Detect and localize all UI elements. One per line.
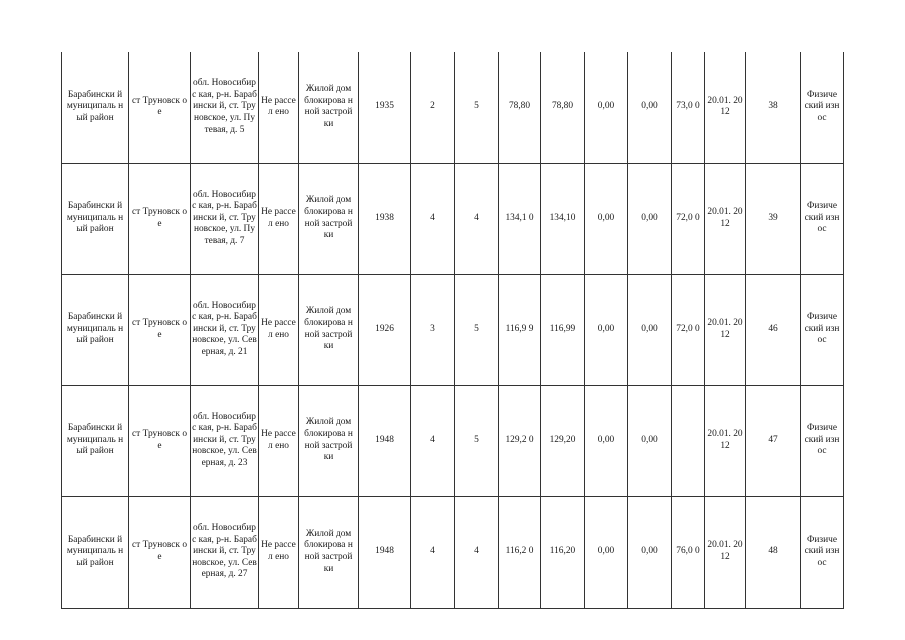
cell-number-text: 39: [768, 212, 778, 223]
cell-wear: [672, 163, 705, 274]
cell-date-text: 20.01. 2012: [707, 95, 743, 118]
cell-reason-text: Физиче ский износ: [804, 534, 840, 568]
cell-date-text: 20.01. 2012: [707, 206, 743, 229]
cell-status: [259, 52, 299, 163]
cell-area-total: [499, 52, 541, 163]
table-row: [62, 385, 844, 496]
cell-number: [746, 163, 801, 274]
cell-district: [62, 496, 129, 608]
cell-floors: [411, 496, 455, 608]
cell-number-text: 46: [768, 323, 778, 334]
cell-date-text: 20.01. 2012: [707, 317, 743, 340]
cell-address-text: обл. Новосибирс кая, р-н. Барабински й, ст. Труновское, ул. Путевая, д. 7: [192, 189, 257, 246]
cell-settlement-text: ст Труновск ое: [131, 206, 188, 229]
cell-settlement: [129, 52, 191, 163]
cell-floors: [411, 163, 455, 274]
cell-area-living-text: 78,80: [551, 101, 574, 112]
cell-area-total: [499, 163, 541, 274]
cell-date: [705, 274, 746, 385]
cell-address: [191, 163, 259, 274]
cell-area-a: [585, 163, 628, 274]
cell-address: [191, 385, 259, 496]
cell-area-living-text: 116,20: [549, 546, 576, 557]
cell-area-b: [628, 163, 672, 274]
cell-reason-text: Физиче ский износ: [804, 423, 840, 457]
cell-year: [359, 274, 411, 385]
cell-area-total-text: 129,2 0: [505, 434, 534, 445]
cell-status: [259, 496, 299, 608]
cell-area-total: [499, 274, 541, 385]
cell-district-text: Барабински й муниципаль ный район: [66, 201, 124, 235]
cell-district-text: Барабински й муниципаль ный район: [66, 312, 124, 346]
cell-apartments-text: 5: [474, 323, 479, 334]
cell-district-text: Барабински й муниципаль ный район: [66, 534, 124, 568]
cell-area-living: [541, 52, 585, 163]
cell-district-text: Барабински й муниципаль ный район: [66, 423, 124, 457]
cell-wear-text: 76,0 0: [676, 546, 700, 557]
cell-floors: [411, 52, 455, 163]
cell-year-text: 1926: [375, 323, 394, 334]
cell-building-type-text: Жилой дом блокирова нной застройки: [304, 84, 353, 129]
cell-area-living-text: 129,20: [549, 434, 576, 445]
cell-apartments-text: 4: [474, 212, 479, 223]
cell-area-b-text: 0,00: [641, 101, 658, 112]
cell-area-living: [541, 385, 585, 496]
cell-date: [705, 385, 746, 496]
cell-status-text: Не рассел ено: [261, 428, 296, 451]
cell-address: [191, 52, 259, 163]
cell-building-type: [299, 163, 359, 274]
cell-district: [62, 274, 129, 385]
cell-area-b: [628, 496, 672, 608]
cell-area-living-text: 116,99: [549, 323, 576, 334]
cell-reason-text: Физиче ский износ: [804, 201, 840, 235]
cell-wear-text: 72,0 0: [676, 212, 700, 223]
cell-area-total: [499, 385, 541, 496]
cell-wear: [672, 52, 705, 163]
cell-year: [359, 385, 411, 496]
cell-floors-text: 3: [430, 323, 435, 334]
cell-area-a: [585, 274, 628, 385]
cell-floors: [411, 385, 455, 496]
cell-address-text: обл. Новосибирс кая, р-н. Барабински й, ст. Труновское, ул. Северная, д. 23: [192, 411, 257, 468]
cell-number: [746, 52, 801, 163]
cell-address: [191, 496, 259, 608]
cell-reason: [801, 163, 844, 274]
cell-number: [746, 385, 801, 496]
cell-floors: [411, 274, 455, 385]
cell-date: [705, 52, 746, 163]
cell-building-type: [299, 385, 359, 496]
cell-district: [62, 163, 129, 274]
cell-year-text: 1935: [375, 101, 394, 112]
cell-area-total-text: 134,1 0: [505, 212, 534, 223]
cell-area-total-text: 116,2 0: [505, 546, 534, 557]
cell-settlement-text: ст Труновск ое: [131, 540, 188, 562]
cell-wear: [672, 385, 705, 496]
cell-reason: [801, 385, 844, 496]
cell-status-text: Не рассел ено: [261, 95, 296, 118]
cell-area-total: [499, 496, 541, 608]
table-body: [62, 52, 844, 608]
cell-district: [62, 52, 129, 163]
cell-building-type: [299, 274, 359, 385]
cell-year: [359, 496, 411, 608]
cell-year: [359, 52, 411, 163]
cell-year-text: 1948: [375, 434, 394, 445]
cell-number-text: 48: [768, 546, 778, 557]
cell-status-text: Не рассел ено: [261, 206, 296, 229]
cell-floors-text: 2: [430, 101, 435, 112]
cell-area-b: [628, 274, 672, 385]
cell-status: [259, 385, 299, 496]
cell-reason-text: Физиче ский износ: [804, 312, 840, 346]
cell-area-b-text: 0,00: [641, 323, 658, 334]
cell-number-text: 47: [768, 434, 778, 445]
cell-number: [746, 496, 801, 608]
cell-address-text: обл. Новосибирс кая, р-н. Барабински й, ст. Труновское, ул. Северная, д. 21: [192, 300, 257, 357]
cell-area-total-text: 116,9 9: [505, 323, 534, 334]
cell-date-text: 20.01. 2012: [707, 428, 743, 451]
cell-area-a: [585, 496, 628, 608]
cell-area-b: [628, 385, 672, 496]
cell-year: [359, 163, 411, 274]
cell-reason: [801, 496, 844, 608]
table-row: [62, 52, 844, 163]
cell-area-a: [585, 52, 628, 163]
cell-apartments: [455, 274, 499, 385]
table-row: [62, 274, 844, 385]
cell-date-text: 20.01. 2012: [707, 540, 743, 562]
cell-status-text: Не рассел ено: [261, 540, 296, 562]
cell-year-text: 1938: [375, 212, 394, 223]
cell-building-type: [299, 496, 359, 608]
cell-apartments: [455, 496, 499, 608]
cell-status: [259, 274, 299, 385]
cell-reason-text: Физиче ский износ: [804, 89, 840, 124]
cell-area-a: [585, 385, 628, 496]
cell-area-a-text: 0,00: [597, 546, 615, 557]
cell-status-text: Не рассел ено: [261, 317, 296, 340]
cell-number-text: 38: [768, 101, 778, 112]
cell-date: [705, 496, 746, 608]
cell-apartments: [455, 385, 499, 496]
cell-district: [62, 385, 129, 496]
cell-date: [705, 163, 746, 274]
cell-area-total-text: 78,80: [508, 101, 531, 112]
cell-year-text: 1948: [375, 546, 394, 557]
cell-wear-text: 73,0 0: [676, 101, 700, 112]
cell-settlement-text: ст Труновск ое: [131, 317, 188, 340]
cell-wear: [672, 496, 705, 608]
cell-apartments-text: 4: [474, 546, 479, 557]
cell-area-b-text: 0,00: [641, 546, 658, 557]
cell-area-a-text: 0,00: [597, 101, 615, 112]
cell-settlement: [129, 496, 191, 608]
cell-area-living: [541, 163, 585, 274]
cell-building-type-text: Жилой дом блокирова нной застройки: [304, 195, 353, 241]
cell-address-text: обл. Новосибирс кая, р-н. Барабински й, ст. Труновское, ул. Путевая, д. 5: [192, 78, 257, 135]
cell-wear: [672, 274, 705, 385]
cell-apartments: [455, 52, 499, 163]
cell-apartments-text: 5: [474, 101, 479, 112]
cell-reason: [801, 52, 844, 163]
cell-settlement: [129, 385, 191, 496]
cell-settlement: [129, 163, 191, 274]
cell-area-living: [541, 496, 585, 608]
cell-area-b: [628, 52, 672, 163]
cell-building-type-text: Жилой дом блокирова нной застройки: [304, 417, 353, 463]
cell-area-a-text: 0,00: [597, 323, 615, 334]
table-row: [62, 496, 844, 608]
cell-area-a-text: 0,00: [597, 212, 615, 223]
cell-area-b-text: 0,00: [641, 212, 658, 223]
cell-area-b-text: 0,00: [641, 434, 658, 445]
cell-apartments-text: 5: [474, 434, 479, 445]
cell-settlement-text: ст Труновск ое: [131, 428, 188, 451]
cell-district-text: Барабински й муниципаль ный район: [66, 89, 124, 124]
cell-floors-text: 4: [430, 434, 435, 445]
cell-floors-text: 4: [430, 546, 435, 557]
cell-building-type-text: Жилой дом блокирова нной застройки: [304, 528, 353, 574]
cell-number: [746, 274, 801, 385]
housing-registry-table: [61, 52, 844, 609]
cell-building-type: [299, 52, 359, 163]
cell-address-text: обл. Новосибирс кая, р-н. Барабински й, ст. Труновское, ул. Северная, д. 27: [192, 523, 257, 580]
cell-status: [259, 163, 299, 274]
cell-area-living: [541, 274, 585, 385]
cell-wear-text: 72,0 0: [676, 323, 700, 334]
cell-area-a-text: 0,00: [597, 434, 615, 445]
cell-settlement: [129, 274, 191, 385]
cell-reason: [801, 274, 844, 385]
table-row: [62, 163, 844, 274]
cell-area-living-text: 134,10: [549, 212, 576, 223]
cell-settlement-text: ст Труновск ое: [131, 95, 188, 118]
cell-apartments: [455, 163, 499, 274]
cell-building-type-text: Жилой дом блокирова нной застройки: [304, 306, 353, 352]
cell-address: [191, 274, 259, 385]
cell-floors-text: 4: [430, 212, 435, 223]
